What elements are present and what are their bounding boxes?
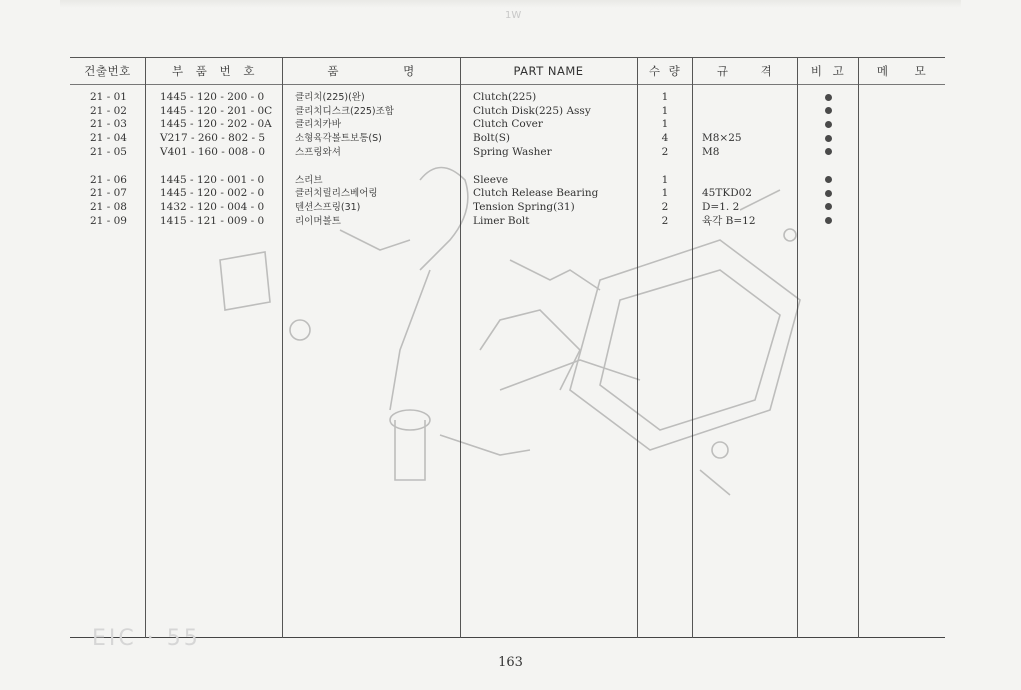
row-part-number: 1445 - 120 - 002 - 0: [160, 187, 265, 200]
row-quantity: 2: [661, 145, 669, 158]
row-quantity: 1: [661, 91, 669, 103]
header-qty: 수 량: [648, 64, 681, 78]
row-name-korean: 클러치릴리스베어링: [295, 188, 378, 200]
row-quantity: 1: [661, 104, 669, 117]
row-name-korean: 클리치디스크(225)조합: [295, 105, 394, 117]
row-number: 21 - 04: [90, 132, 127, 145]
row-spec: D=1. 2: [702, 200, 740, 213]
row-part-name: Clutch Cover: [473, 118, 543, 131]
row-quantity: 1: [661, 187, 669, 200]
row-part-number: 1415 - 121 - 009 - 0: [160, 214, 265, 227]
row-part-number: 1445 - 120 - 202 - 0A: [160, 118, 272, 131]
faint-footer-text: EIC · 55: [92, 626, 201, 651]
row-number: 21 - 05: [90, 145, 127, 158]
header-memo: 메 모: [876, 64, 927, 78]
row-number: 21 - 03: [90, 118, 127, 131]
parts-diagram-ghost: [180, 150, 830, 520]
row-part-number: 1445 - 120 - 200 - 0: [160, 91, 265, 103]
row-part-name: Spring Washer: [473, 145, 552, 158]
bullet-dot-icon: [825, 94, 832, 101]
remarks-dot-icon: [823, 118, 833, 132]
row-part-number: 1432 - 120 - 004 - 0: [160, 200, 265, 213]
row-quantity: 1: [661, 173, 669, 186]
bullet-dot-icon: [825, 121, 832, 128]
page-top-edge: [60, 0, 961, 8]
row-part-name: Clutch(225): [473, 91, 537, 103]
row-quantity: 2: [661, 200, 669, 213]
row-number: 21 - 09: [90, 214, 127, 227]
row-part-name: Clutch Disk(225) Assy: [473, 104, 591, 117]
remarks-dot-icon: [823, 105, 833, 119]
row-name-korean: 스프링와셔: [295, 146, 341, 158]
row-spec: M8: [702, 145, 720, 158]
column-divider: [858, 57, 859, 638]
bullet-dot-icon: [825, 135, 832, 142]
header-part-no: 부 품 번 호: [172, 64, 255, 78]
faint-header-text: 1W: [505, 10, 522, 21]
header-remarks: 비 고: [810, 64, 845, 78]
row-name-korean: 리이머볼트: [295, 215, 341, 227]
row-quantity: 4: [661, 132, 669, 145]
row-name-korean: 클리치카바: [295, 119, 341, 131]
remarks-dot-icon: [823, 91, 833, 105]
row-number: 21 - 06: [90, 173, 127, 186]
column-divider: [145, 57, 146, 638]
table-bottom-rule: [70, 637, 945, 638]
row-spec: 육각 B=12: [702, 214, 756, 227]
row-part-name: Bolt(S): [473, 132, 511, 145]
row-number: 21 - 08: [90, 200, 127, 213]
header-part-name: PART NAME: [513, 64, 584, 78]
row-number: 21 - 01: [90, 91, 127, 103]
header-spec: 규 격: [716, 64, 773, 78]
row-number: 21 - 02: [90, 104, 127, 117]
row-quantity: 1: [661, 118, 669, 131]
row-part-number: V401 - 160 - 008 - 0: [160, 145, 266, 158]
row-quantity: 2: [661, 214, 669, 227]
row-part-number: V217 - 260 - 802 - 5: [160, 132, 266, 145]
row-part-name: Tension Spring(31): [473, 200, 575, 213]
row-part-name: Limer Bolt: [473, 214, 530, 227]
table-header: [70, 57, 945, 84]
remarks-dot-icon: [823, 132, 833, 146]
row-name-korean: 소형육각볼트보통(S): [295, 133, 382, 145]
row-part-name: Clutch Release Bearing: [473, 187, 599, 200]
header-name-ko: 품 명: [327, 64, 415, 78]
row-name-korean: 스리브: [295, 174, 323, 186]
bullet-dot-icon: [825, 107, 832, 114]
row-part-number: 1445 - 120 - 001 - 0: [160, 173, 265, 186]
row-part-name: Sleeve: [473, 173, 509, 186]
row-name-korean: 클리치(225)(완): [295, 92, 365, 103]
row-part-number: 1445 - 120 - 201 - 0C: [160, 104, 273, 117]
row-number: 21 - 07: [90, 187, 127, 200]
row-name-korean: 텐션스프링(31): [295, 201, 361, 213]
row-spec: M8×25: [702, 132, 742, 145]
header-underline: [70, 84, 945, 85]
row-spec: 45TKD02: [702, 187, 752, 200]
page-number: 163: [498, 655, 523, 670]
header-no: 건출번호: [84, 64, 131, 78]
